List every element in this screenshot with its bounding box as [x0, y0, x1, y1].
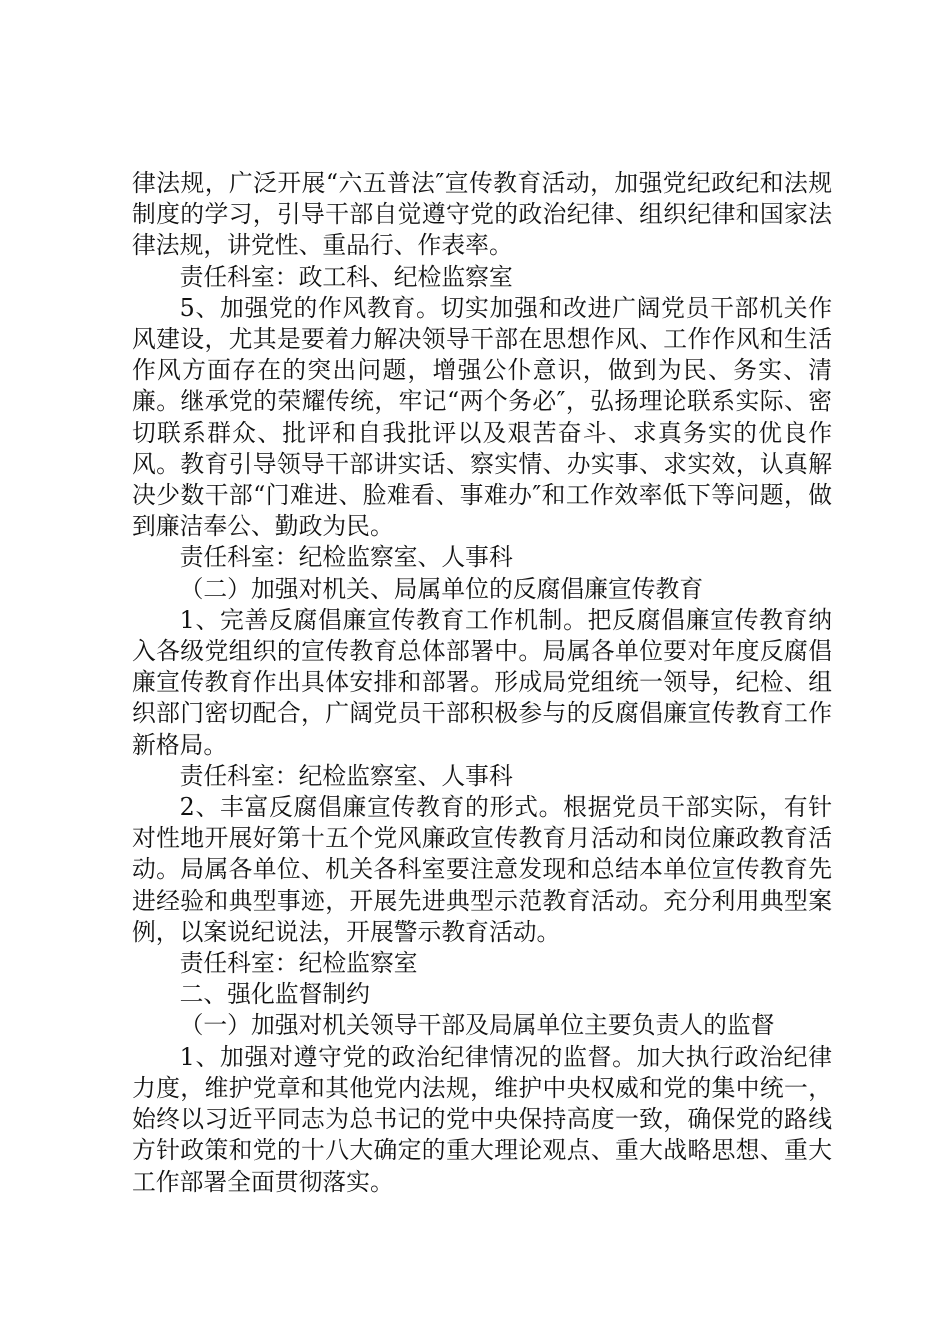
- paragraph-publicity-forms: 2、丰富反腐倡廉宣传教育的形式。根据党员干部实际，有针对性地开展好第十五个党风廉政宣传教育月活动和岗位廉政教育活动。局属各单位、机关各科室要注意发现和总结本单位宣传教育先进经验和典型事迹，开展先进典型示范教育活动。充分利用典型案例，以案说纪说法，开展警示教育活动。: [132, 793, 832, 946]
- section-heading-supervision: 二、强化监督制约: [179, 980, 370, 1009]
- responsibility-line-4: 责任科室：纪检监察室: [179, 949, 418, 978]
- paragraph-law-education-continued: 律法规，广泛开展“六五普法″宣传教育活动，加强党纪政纪和法规制度的学习，引导干部自觉遵守党的政治纪律、组织纪律和国家法律法规，讲党性、重品行、作表率。: [132, 169, 832, 260]
- paragraph-publicity-mechanism: 1、完善反腐倡廉宣传教育工作机制。把反腐倡廉宣传教育纳入各级党组织的宣传教育总体部署中。局属各单位要对年度反腐倡廉宣传教育作出具体安排和部署。形成局党组统一领导，纪检、组织部门密切配合，广阔党员干部积极参与的反腐倡廉宣传教育工作新格局。: [132, 605, 832, 759]
- paragraph-work-style-education: 5、加强党的作风教育。切实加强和改进广阔党员干部机关作风建设，尤其是要着力解决领导干部在思想作风、工作作风和生活作风方面存在的突出问题，增强公仆意识，做到为民、务实、清廉。继承党的荣耀传统，牢记“两个务必″，弘扬理论联系实际、密切联系群众、批评和自我批评以及艰苦奋斗、求真务实的优良作风。教育引导领导干部讲实话、察实情、办实事、求实效，认真解决少数干部“门难进、脸难看、事难办″和工作效率低下等问题，做到廉洁奉公、勤政为民。: [132, 293, 832, 541]
- subsection-heading-leader-supervision: （一）加强对机关领导干部及局属单位主要负责人的监督: [179, 1011, 775, 1040]
- section-heading-anticorruption-publicity: （二）加强对机关、局属单位的反腐倡廉宣传教育: [179, 574, 704, 603]
- document-body: [132, 168, 832, 1198]
- responsibility-line-3: 责任科室：纪检监察室、人事科: [179, 761, 513, 790]
- responsibility-line-1: 责任科室：政工科、纪检监察室: [179, 262, 513, 291]
- paragraph-political-discipline-supervision: 1、加强对遵守党的政治纪律情况的监督。加大执行政治纪律力度，维护党章和其他党内法规，维护中央权威和党的集中统一，始终以习近平同志为总书记的党中央保持高度一致，确保党的路线方针政策和党的十八大确定的重大理论观点、重大战略思想、重大工作部署全面贯彻落实。: [132, 1042, 832, 1196]
- responsibility-line-2: 责任科室：纪检监察室、人事科: [179, 543, 513, 572]
